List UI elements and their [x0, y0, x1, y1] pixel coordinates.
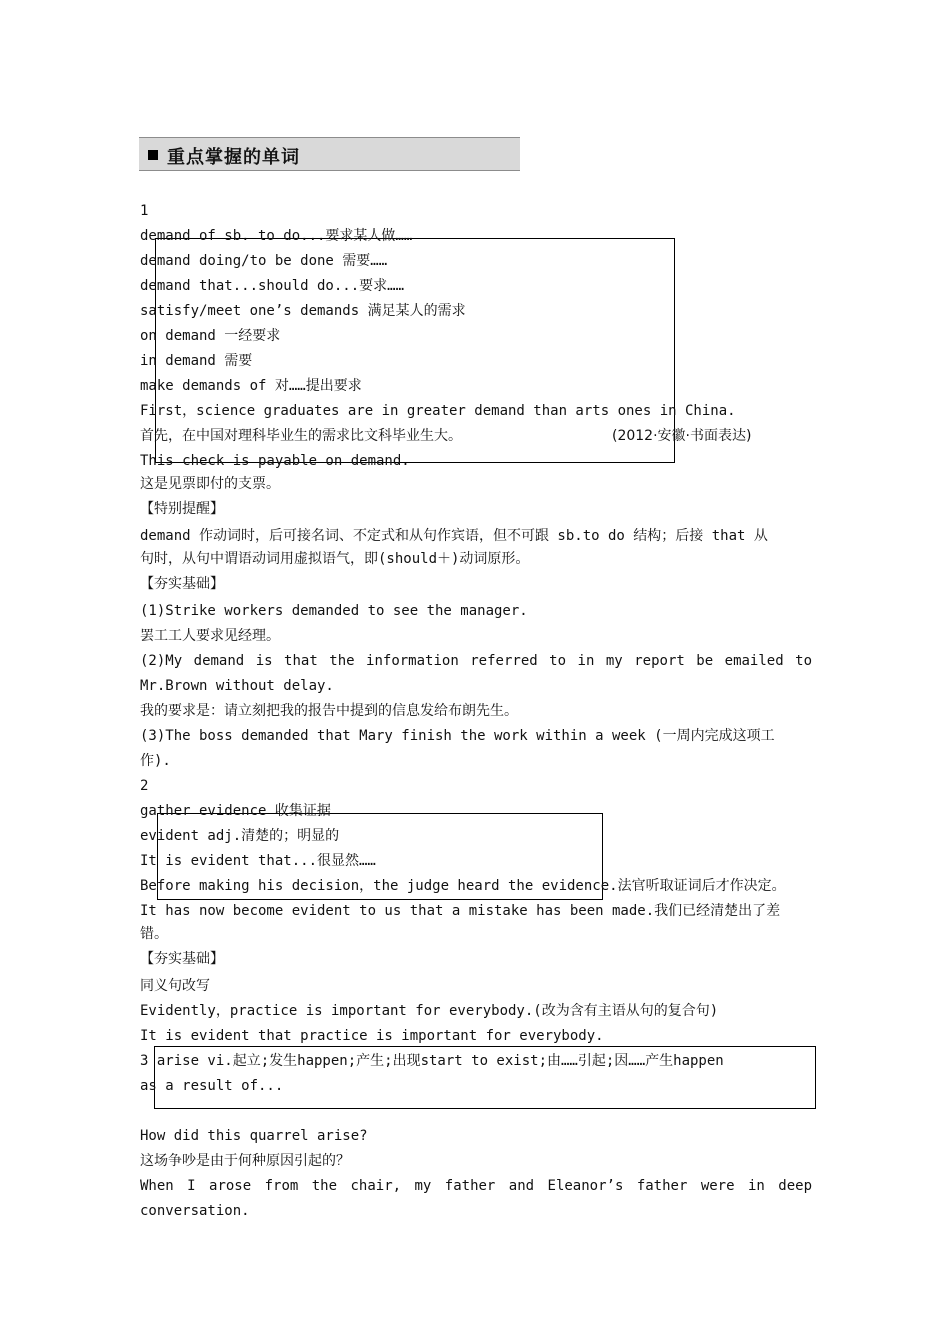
section-number: 1 — [140, 203, 149, 219]
phrase-line: make demands of 对……提出要求 — [140, 378, 362, 394]
example-sentence: First，science graduates are in greater demand than arts ones in China. — [140, 403, 736, 419]
section-title: 重点掌握的单词 — [167, 147, 300, 168]
document-body — [140, 199, 812, 1224]
example-translation: 这场争吵是由于何种原因引起的？ — [140, 1153, 350, 1169]
example-sentence: This check is payable on demand. — [140, 453, 410, 469]
example-translation: 这是见票即付的支票。 — [140, 476, 280, 492]
practice-answer: It is evident that practice is important for everybody. — [140, 1028, 604, 1044]
phrase-line: 3 arise vi.起立;发生happen;产生;出现start to exist;由……引起;因……产生happen — [140, 1053, 724, 1069]
phrase-line: demand doing/to be done 需要…… — [140, 253, 388, 269]
example-translation-row — [140, 424, 812, 449]
phrase-line: evident adj.清楚的；明显的 — [140, 828, 340, 844]
practice-heading: 【夯实基础】 — [140, 951, 224, 967]
example-sentence: When I arose from the chair, my father and Eleanor’s father were in deep — [140, 1178, 812, 1194]
phrase-line: It is evident that...很显然…… — [140, 853, 376, 869]
phrase-line: demand of sb. to do...要求某人做…… — [140, 228, 413, 244]
section-number: 2 — [140, 778, 149, 794]
note-heading: 【特别提醒】 — [140, 501, 224, 517]
practice-item: (2)My demand is that the information referred to in my report be emailed to — [140, 653, 812, 669]
practice-item: 作). — [140, 753, 171, 769]
practice-translation: 我的要求是：请立刻把我的报告中提到的信息发给布朗先生。 — [140, 703, 518, 719]
blank-line — [140, 1099, 812, 1124]
phrase-line: as a result of... — [140, 1078, 284, 1094]
task-instruction: 同义句改写 — [140, 978, 210, 994]
note-text: demand 作动词时，后可接名词、不定式和从句作宾语，但不可跟 sb.to do 结构；后接 that 从 — [140, 528, 768, 544]
source-tag: (2012·安徽·书面表达) — [612, 428, 752, 444]
note-text: 句时，从句中谓语动词用虚拟语气，即(should＋)动词原形。 — [140, 551, 530, 567]
example-translation: 首先，在中国对理科毕业生的需求比文科毕业生大。 — [140, 428, 462, 444]
practice-item: Evidently，practice is important for everybody.(改为含有主语从句的复合句) — [140, 1003, 719, 1019]
phrase-line: demand that...should do...要求…… — [140, 278, 405, 294]
practice-translation: 罢工工人要求见经理。 — [140, 628, 280, 644]
practice-item: Mr.Brown without delay. — [140, 678, 334, 694]
phrase-line: satisfy/meet one’s demands 满足某人的需求 — [140, 303, 466, 319]
phrase-line: gather evidence 收集证据 — [140, 803, 331, 819]
example-sentence: Before making his decision，the judge heard the evidence.法官听取证词后才作决定。 — [140, 878, 786, 894]
practice-heading: 【夯实基础】 — [140, 576, 224, 592]
phrase-line: in demand 需要 — [140, 353, 253, 369]
practice-item: (3)The boss demanded that Mary finish the work within a week (一周内完成这项工 — [140, 728, 775, 744]
phrase-line: on demand 一经要求 — [140, 328, 281, 344]
example-sentence: 错。 — [140, 926, 168, 942]
example-sentence: conversation. — [140, 1203, 250, 1219]
practice-item: (1)Strike workers demanded to see the manager. — [140, 603, 528, 619]
example-sentence: It has now become evident to us that a mistake has been made.我们已经清楚出了差 — [140, 903, 781, 919]
square-bullet-icon — [148, 150, 158, 160]
section-header — [139, 137, 520, 171]
example-sentence: How did this quarrel arise? — [140, 1128, 368, 1144]
